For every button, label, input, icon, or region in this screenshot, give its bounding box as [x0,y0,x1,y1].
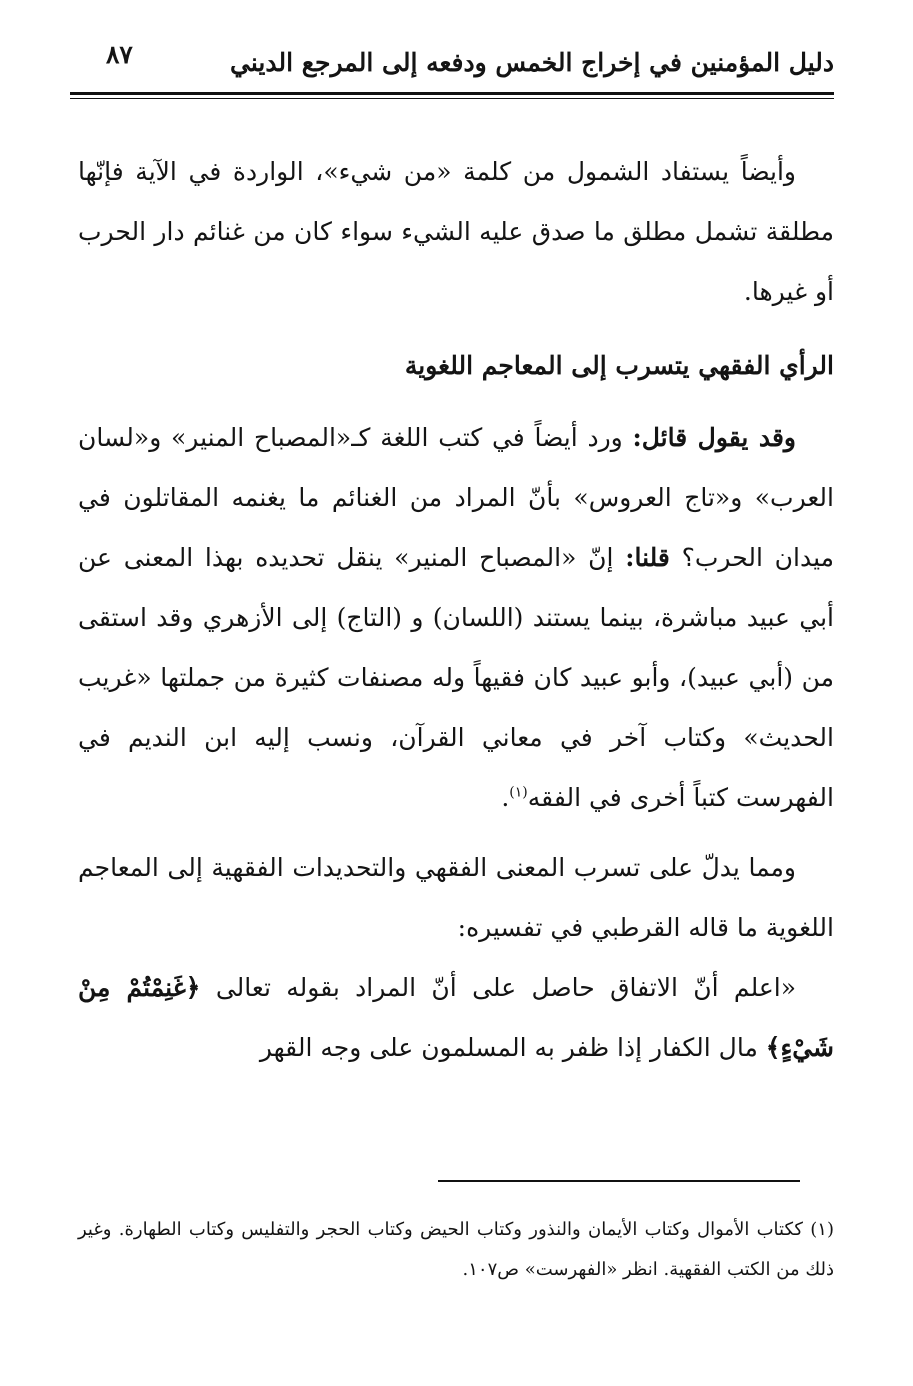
footnotes [78,1210,834,1290]
page-header [78,30,834,96]
paragraph-2-part2: إنّ «المصباح المنير» ينقل تحديده بهذا المعنى عن أبي عبيد مباشرة، بينما يستند (اللسان) و (التاج) إلى الأزهري وقد استقى من (أبي عبيد)، وأبو عبيد كان فقيهاً وله مصنفات كثيرة من جملتها «غريب الحديث» وكتاب آخر في معاني القرآن، ونسب إليه ابن النديم في الفهرست كتباً أخرى في الفقه [78,543,834,812]
main-text [78,142,834,1078]
paragraph-2-end: . [501,783,510,812]
paragraph-2-reply: قلنا: [625,543,670,572]
running-title: دليل المؤمنين في إخراج الخمس ودفعه إلى المرجع الديني [229,48,834,77]
page-number: ٨٧ [106,40,133,69]
section-heading: الرأي الفقهي يتسرب إلى المعاجم اللغوية [404,351,834,380]
paragraph-2-part1: ورد أيضاً في كتب اللغة كـ«المصباح المنير» و«لسان العرب» و«تاج العروس» بأنّ المراد من الغنائم ما يغنمه المقاتلون في ميدان الحرب؟ [78,423,835,572]
paragraph-2-lead: وقد يقول قائل: [632,423,796,452]
paragraph-1: وأيضاً يستفاد الشمول من كلمة «من شيء»، الواردة في الآية فإنّها مطلقة تشمل مطلق ما صدق عليه الشيء سواء كان من غنائم دار الحرب أو غيرها. [78,157,834,306]
footnote-marker: (١) [509,784,528,801]
footnote-1: (١) ككتاب الأموال وكتاب الأيمان والنذور وكتاب الحيض وكتاب الحجر والتفليس وكتاب الطهارة. وغير ذلك من الكتب الفقهية. انظر «الفهرست» ص١٠٧. [78,1219,834,1280]
paragraph-4-start: «اعلم أنّ الاتفاق حاصل على أنّ المراد بقوله تعالى [200,973,797,1002]
paragraph-4-end: مال الكفار إذا ظفر به المسلمون على وجه القهر [259,1033,766,1062]
book-page [78,30,834,1360]
quran-quote: ﴿غَنِمْتُمْ مِنْ شَيْءٍ﴾ [78,973,834,1062]
footnote-separator [438,1180,800,1182]
paragraph-3: ومما يدلّ على تسرب المعنى الفقهي والتحديدات الفقهية إلى المعاجم اللغوية ما قاله القرطبي في تفسيره: [78,853,834,942]
paragraph-2 [78,408,834,828]
paragraph-4 [78,958,834,1078]
header-rule-thin [70,98,834,99]
header-rule-thick [70,92,834,95]
